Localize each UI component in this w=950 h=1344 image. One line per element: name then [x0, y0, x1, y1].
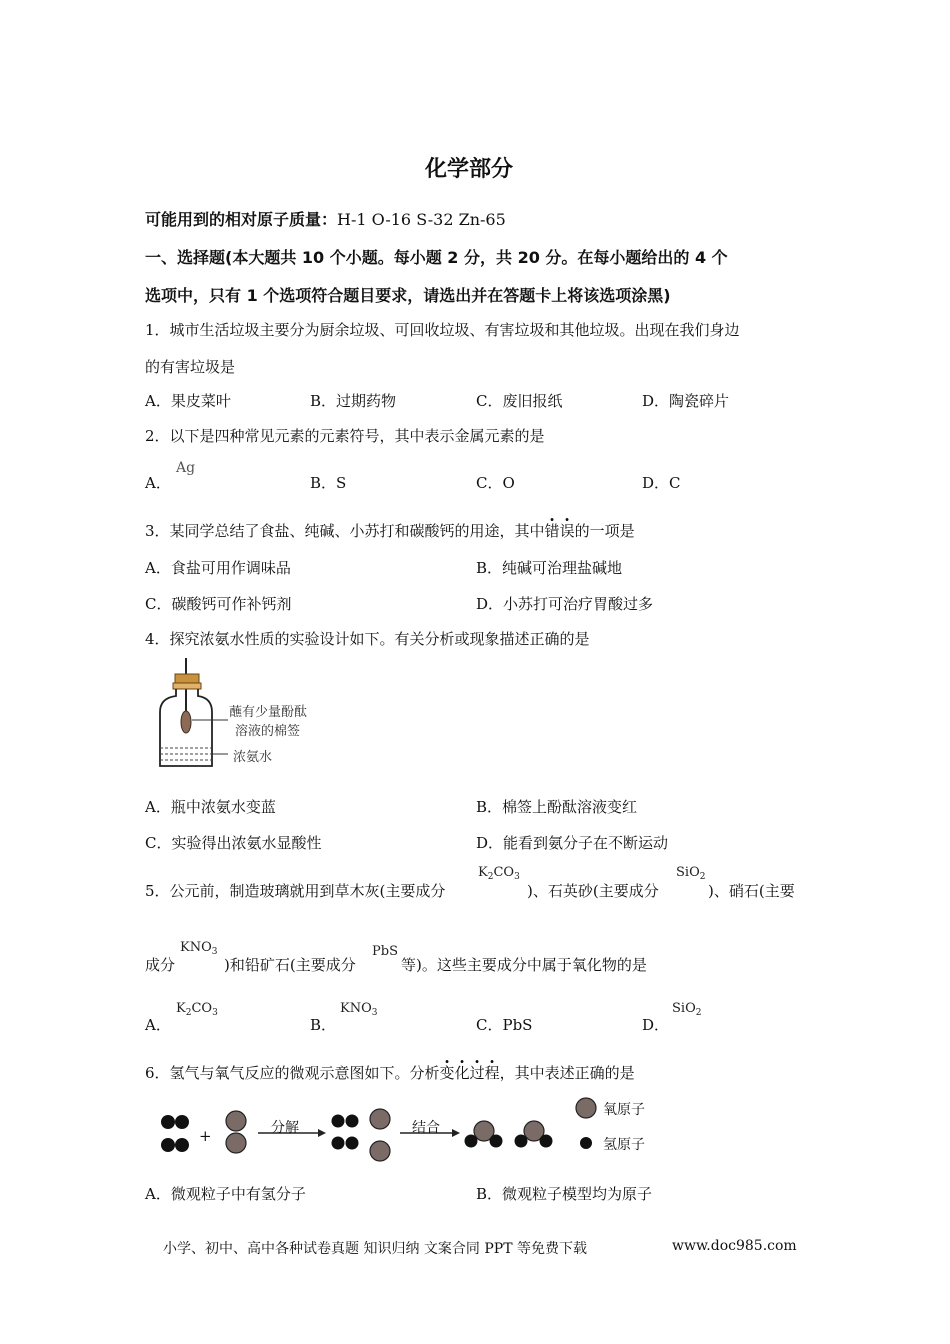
q3-option-a: A．食盐可用作调味品	[145, 559, 291, 577]
legend-oxygen-icon	[576, 1098, 596, 1118]
kno3-sub: 3	[211, 947, 218, 957]
q4-stem: 4．探究浓氨水性质的实验设计如下。有关分析或现象描述正确的是	[145, 630, 590, 648]
arrow-label-combine: 结合	[412, 1120, 440, 1136]
q1-stem-line2: 的有害垃圾是	[145, 358, 236, 376]
q5-line1-b: )、石英砂(主要成分	[527, 882, 659, 900]
q5-line2-a: 成分	[145, 956, 176, 974]
k2co3-co: CO	[493, 865, 515, 880]
q6-stem-after: ，其中表述正确的是	[499, 1064, 635, 1082]
q2-option-c: C．O	[476, 474, 515, 492]
q2-option-d: D．C	[642, 474, 681, 492]
arrow-label-decompose: 分解	[271, 1120, 299, 1136]
formula-k2co3-top	[478, 865, 520, 882]
formula-sio2-top	[676, 865, 705, 882]
q6-emphasis-2: 化	[454, 1064, 470, 1082]
opt-a-sub2: 2	[185, 1008, 192, 1018]
sio2-sub: 2	[699, 872, 706, 882]
water-molecules	[465, 1121, 553, 1148]
q5-option-c: C．PbS	[476, 1016, 533, 1034]
atomic-mass-line	[145, 207, 506, 230]
q3-option-b: B．纯碱可治理盐碱地	[476, 559, 623, 577]
q5-option-a: A．	[145, 1016, 171, 1034]
oxygen-molecule-reactant	[226, 1111, 246, 1153]
q6-emphasis-1: 变	[439, 1064, 455, 1082]
kno3-main: KNO	[180, 940, 212, 955]
q2-option-a: A．	[145, 474, 171, 492]
q3-option-c: C．碳酸钙可作补钙剂	[145, 595, 292, 613]
formula-kno3-top	[180, 940, 217, 957]
q3-stem-before: 3．某同学总结了食盐、纯碱、小苏打和碳酸钙的用途，其中	[145, 522, 545, 540]
formula-pbs-top: PbS	[372, 944, 398, 959]
opt-a-k: K	[176, 1001, 186, 1016]
q3-emphasis-1: 错	[544, 522, 560, 540]
k2co3-k: K	[478, 865, 488, 880]
q5-line2-b: )和铅矿石(主要成分	[224, 956, 356, 974]
q5-line1-a: 5．公元前，制造玻璃就用到草木灰(主要成分	[145, 882, 446, 900]
q6-emphasis-3: 过	[469, 1064, 485, 1082]
separated-atoms	[332, 1109, 391, 1161]
label-swab-line2: 溶液的棉签	[235, 724, 301, 739]
q5-option-d: D．	[642, 1016, 670, 1034]
opt-d-sub: 2	[695, 1008, 702, 1018]
q5-option-a-formula	[176, 1001, 218, 1018]
label-ammonia: 浓氨水	[233, 750, 273, 765]
section-heading-line1: 一、选择题(本大题共 10 个小题。每小题 2 分，共 20 分。在每小题给出的 4 个	[145, 248, 728, 267]
q1-option-c: C．废旧报纸	[476, 392, 563, 410]
atomic-mass-label: 可能用到的相对原子质量：	[145, 210, 338, 229]
hydrogen-molecules-reactant	[161, 1115, 189, 1152]
q6-emphasis-4: 程	[484, 1064, 500, 1082]
q3-option-d: D．小苏打可治疗胃酸过多	[476, 595, 654, 613]
k2co3-sub3: 3	[514, 872, 520, 882]
opt-b-sub: 3	[371, 1008, 378, 1018]
q5-line2-c: 等)。这些主要成分中属于氧化物的是	[401, 956, 647, 974]
q1-option-b: B．过期药物	[310, 392, 397, 410]
page-title: 化学部分	[425, 157, 514, 182]
q6-option-a: A．微观粒子中有氢分子	[145, 1185, 306, 1203]
footer-text: 小学、初中、高中各种试卷真题 知识归纳 文案合同 PPT 等免费下载	[163, 1241, 587, 1257]
opt-d-main: SiO	[672, 1001, 696, 1016]
q4-option-b: B．棉签上酚酞溶液变红	[476, 798, 638, 816]
q4-option-d: D．能看到氨分子在不断运动	[476, 834, 669, 852]
atomic-mass-values: H-1 O-16 S-32 Zn-65	[337, 210, 506, 229]
q5-line1-c: )、硝石(主要	[708, 882, 795, 900]
label-swab-line1: 蘸有少量酚酞	[229, 705, 308, 720]
q2-option-b: B．S	[310, 474, 347, 492]
legend-hydrogen-label: 氢原子	[603, 1137, 645, 1153]
q5-option-d-formula	[672, 1001, 701, 1018]
reaction-diagram	[150, 1095, 670, 1165]
q5-option-b: B．	[310, 1016, 337, 1034]
q6-stem-before: 6．氢气与氧气反应的微观示意图如下。分析	[145, 1064, 440, 1082]
opt-a-co: CO	[191, 1001, 213, 1016]
q3-stem	[145, 521, 635, 541]
q3-stem-after: 的一项是	[574, 522, 635, 540]
q6-stem	[145, 1063, 635, 1083]
q2-option-a-symbol: Ag	[176, 460, 196, 476]
q1-option-d: D．陶瓷碎片	[642, 392, 730, 410]
legend-oxygen-label: 氧原子	[603, 1102, 645, 1118]
ammonia-bottle-diagram	[150, 658, 230, 770]
q5-option-b-formula	[340, 1001, 377, 1018]
opt-b-main: KNO	[340, 1001, 372, 1016]
k2co3-sub2: 2	[487, 872, 494, 882]
q2-stem: 2．以下是四种常见元素的元素符号，其中表示金属元素的是	[145, 427, 545, 445]
legend-hydrogen-icon	[580, 1137, 592, 1149]
q6-option-b: B．微观粒子模型均为原子	[476, 1185, 653, 1203]
footer-url[interactable]: www.doc985.com	[672, 1238, 797, 1254]
section-heading-line2: 选项中，只有 1 个选项符合题目要求，请选出并在答题卡上将该选项涂黑)	[145, 286, 671, 305]
q4-option-c: C．实验得出浓氨水显酸性	[145, 834, 322, 852]
q3-emphasis-2: 误	[559, 522, 575, 540]
opt-a-sub3: 3	[212, 1008, 218, 1018]
sio2-main: SiO	[676, 865, 700, 880]
q1-stem-line1: 1．城市生活垃圾主要分为厨余垃圾、可回收垃圾、有害垃圾和其他垃圾。出现在我们身边	[145, 321, 740, 339]
q1-option-a: A．果皮菜叶	[145, 392, 231, 410]
plus-sign: +	[199, 1127, 212, 1145]
q4-option-a: A．瓶中浓氨水变蓝	[145, 798, 276, 816]
